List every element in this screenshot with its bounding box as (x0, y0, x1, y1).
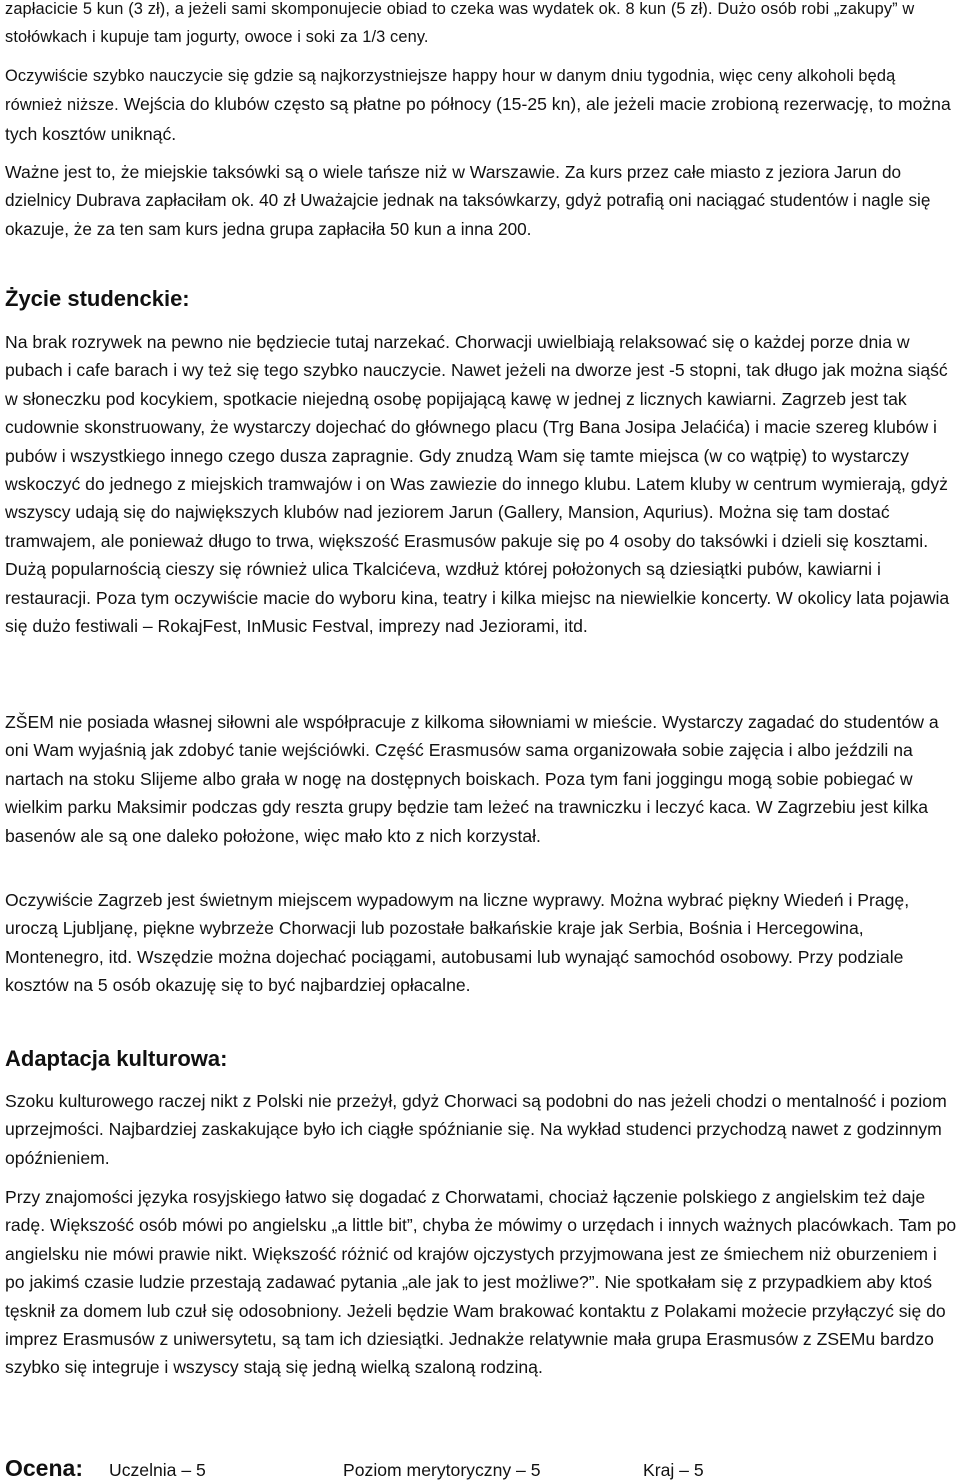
paragraph-text: Na brak rozrywek na pewno nie będziecie tutaj narzekać. Chorwacji uwielbiają relaksować się o każdej porze dnia w pubach i cafe barach i wy też się tego szybko nauczycie. Nawet jeżeli na dworze jest -5 stopni, tak długo jak można siąść w słoneczku pod kocykiem, spotkacie niejedną osobę popijającą kawę w jednej z licznych kawiarni. Zagrzeb jest tak cudownie skonstruowany, że wystarczy dojechać do głównego placu (Trg Bana Josipa Jelaćića) i macie szereg klubów i pubów i wszystkiego innego czego dusza zapragnie. Gdy znudzą Wam się tamte miejsca (w co wątpię) to wystarczy wskoczyć do jednego z miejskich tramwajów i on Was zawiezie do innego klubu. Latem kluby w centrum wymierają, gdyż wszyscy udają się do największych klubów nad jeziorem Jarun (Gallery, Mansion, Aqurius). Można się tam dostać tramwajem, ale ponieważ długo to trwa, większość Erasmusów pakuje się po 4 osoby do taksówki i dzieli się kosztami. Dużą popularnością cieszy się również ulica Tkalcićeva, wzdłuż której położonych są dziesiątki pubów, kawiarni i restauracji. Poza tym oczywiście macie do wyboru kina, teatry i kilka miejsc na niewielkie koncerty. W okolicy lata pojawia się dużo festiwali – RokajFest, InMusic Festval, imprezy nad Jeziorami, itd. (5, 332, 950, 637)
paragraph-text-a: Oczywiście szybko nauczycie się gdzie są najkorzystniejsze happy hour w danym dniu tygodnia, więc ceny alkoholi będą również niższe. (5, 67, 896, 115)
paragraph-text-b: Za kurs przez całe miasto z jeziora Jarun do dzielnicy Dubrava zapłaciłam ok. (5, 162, 902, 211)
rating-country: Kraj – 5 (643, 1460, 704, 1480)
rating-footer (5, 1455, 957, 1482)
paragraph-nightlife (5, 328, 957, 640)
rating-university: Uczelnia – 5 (109, 1460, 206, 1480)
paragraph-text-a: Ważne jest to, że miejskie taksówki są o wiele tańsze niż w Warszawie. (5, 162, 561, 182)
rating-label: Ocena: (5, 1455, 83, 1481)
paragraph-language (5, 1183, 957, 1382)
section-heading-student-life: Życie studenckie: (5, 286, 190, 311)
paragraph-trips (5, 886, 957, 1000)
paragraph-taxi (5, 158, 957, 243)
section-heading-cultural-adaptation: Adaptacja kulturowa: (5, 1046, 228, 1071)
paragraph-text: zapłacicie 5 kun (3 zł), a jeżeli sami skomponujecie obiad to czeka was wydatek ok. 8 kun (5 zł). Dużo osób robi „zakupy” w stołówkach i kupuje tam jogurty, owoce i soki za 1/3 ceny. (5, 0, 915, 47)
paragraph-text: Szoku kulturowego raczej nikt z Polski nie przeżył, gdyż Chorwaci są podobni do nas jeżeli chodzi o mentalność i poziom uprzejmości. Najbardziej zaskakujące było ich ciągłe spóźnianie się. Na wykład studenci przychodzą nawet z godzinnym opóźnieniem. (5, 1091, 947, 1168)
paragraph-text-b: Wejścia do klubów często są płatne po północy (15-25 kn), ale jeżeli macie zrobioną rezerwację, to można tych kosztów uniknąć. (5, 94, 951, 144)
paragraph-text: Oczywiście Zagrzeb jest świetnym miejscem wypadowym na liczne wyprawy. Można wybrać piękny Wiedeń i Pragę, uroczą Ljubljanę, piękne wybrzeże Chorwacji lub pozostałe bałkańskie kraje jak Serbia, Bośnia i Hercegowina, Montenegro, itd. Wszędzie można dojechać pociągami, autobusami lub wynająć samochód osobowy. Przy podziale kosztów na 5 osób okazuję się to być najbardziej opłacalne. (5, 890, 910, 996)
paragraph-text: Przy znajomości języka rosyjskiego łatwo się dogadać z Chorwatami, chociaż łączenie polskiego z angielskim też daje radę. Większość osób mówi po angielsku „a little bit”, chyba że mówimy o urzędach i innych ważnych placówkach. Tam po angielsku nie mówi prawie nikt. Większość różnić od krajów ojczystych przyjmowana jest ze śmiechem niż oburzeniem i po jakimś czasie ludzie przestają zadawać pytania „ale jak to jest możliwe?”. Nie spotkałam się z przypadkiem aby ktoś tęsknił za domem lub czuł się odosobniony. Jeżeli będzie Wam brakować kontaktu z Polakami możecie przyłączyć się do imprez Erasmusów z uniwersytetu, są tam ich dziesiątki. Jednakże relatywnie mała grupa Erasmusów z ZSEMu bardzo szybko się integruje i wszyscy stają się jedną wielką szaloną rodziną. (5, 1187, 957, 1378)
paragraph-text-c: 40 zł Uważajcie jednak na taksówkarzy, gdyż potrafią oni naciągać studentów i nagle się okazuje, że za ten sam kurs jedna grupa zapłaciła 50 kun a inna 200. (5, 190, 931, 239)
paragraph-text: ZŠEM nie posiada własnej siłowni ale współpracuje z kilkoma siłowniami w mieście. Wystarczy zagadać do studentów a oni Wam wyjaśnią jak zdobyć tanie wejściówki. Część Erasmusów sama organizowała sobie zajęcia i albo jeździli na nartach na stoku Slijeme albo grała w nogę na dostępnych boiskach. Poza tym fani joggingu mogą sobie pobiegać w wielkim parku Maksimir podczas gdy reszta grupy będzie tam leżeć na trawniczku i leczyć kaca. W Zagrzebiu jest kilka basenów ale są one daleko położone, więc mało kto z nich korzystał. (5, 712, 939, 846)
rating-content-level: Poziom merytoryczny – 5 (343, 1460, 541, 1480)
paragraph-culture-shock (5, 1087, 957, 1172)
paragraph-happy-hour (5, 61, 955, 148)
paragraph-meal-costs (5, 0, 955, 52)
paragraph-sports (5, 708, 957, 850)
